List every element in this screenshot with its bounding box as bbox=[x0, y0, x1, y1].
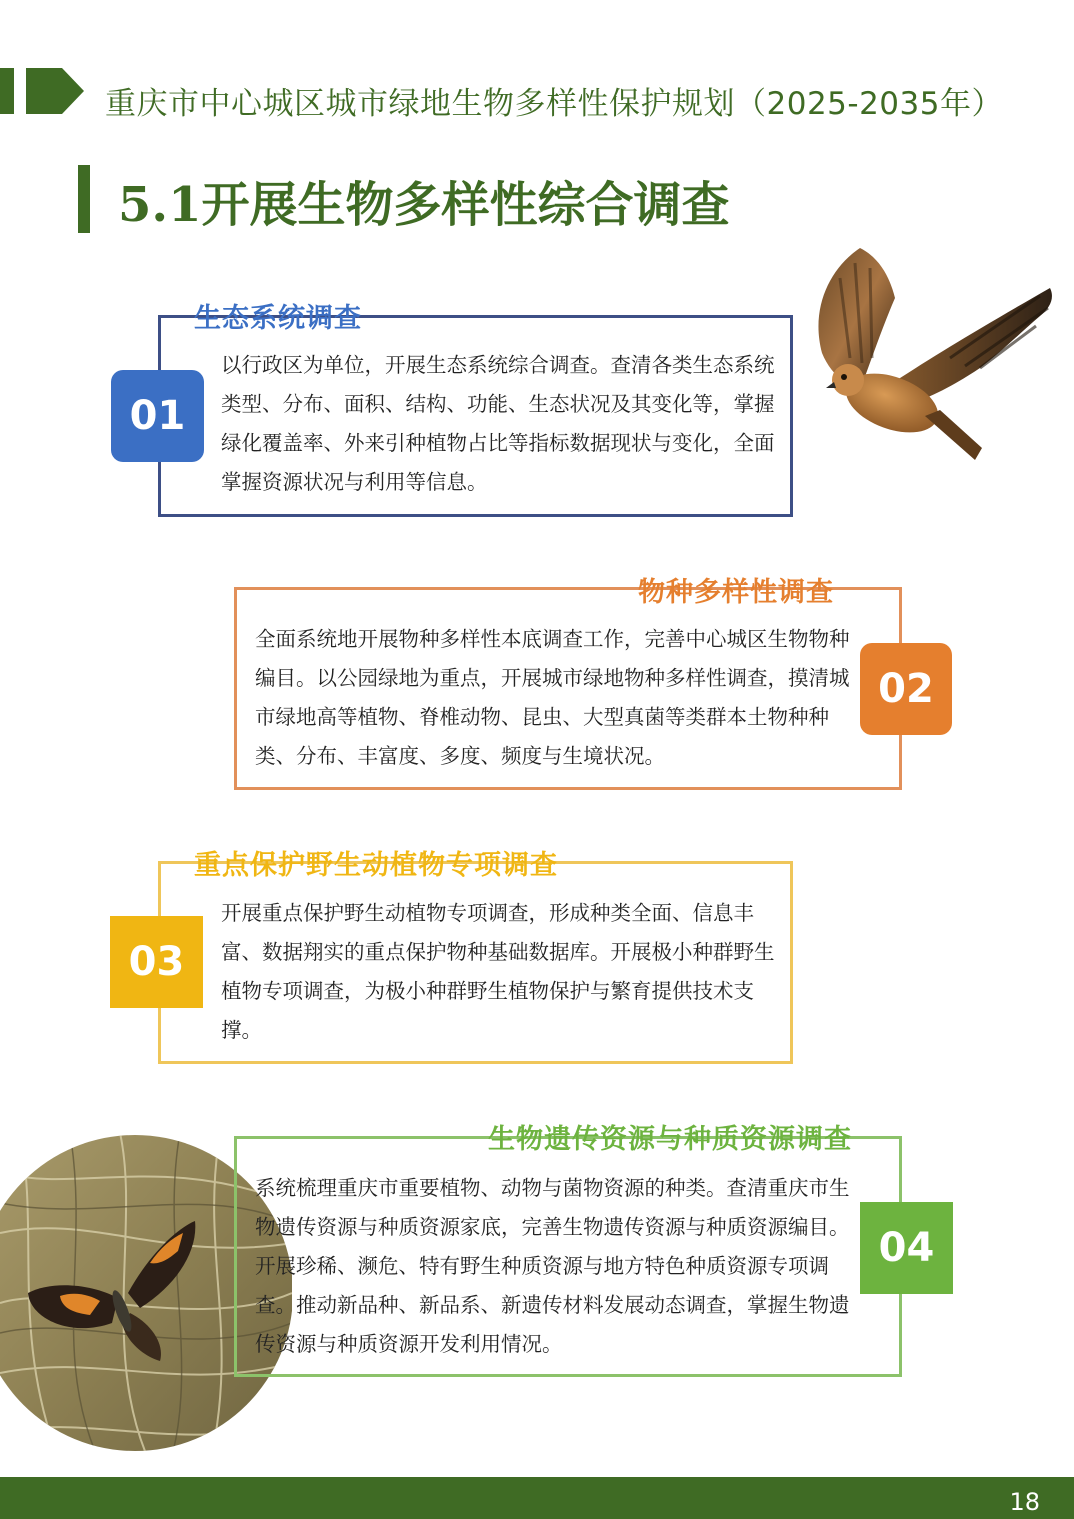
card-protected-title: 重点保护野生动植物专项调查 bbox=[194, 850, 558, 881]
hawk-photo bbox=[800, 238, 1062, 466]
header-title: 重庆市中心城区城市绿地生物多样性保护规划（2025-2035年） bbox=[105, 86, 1003, 122]
card-protected-badge: 03 bbox=[110, 916, 203, 1008]
card-ecosystem-badge: 01 bbox=[111, 370, 204, 462]
card-ecosystem-survey bbox=[158, 315, 793, 517]
card-ecosystem-text: 以行政区为单位，开展生态系统综合调查。查清各类生态系统类型、分布、面积、结构、功能、生态状况及其变化等，掌握绿化覆盖率、外来引种植物占比等指标数据现状与变化，全面掌握资源状况与利用等信息。 bbox=[221, 353, 775, 494]
card-genetic-text: 系统梳理重庆市重要植物、动物与菌物资源的种类。查清重庆市生物遗传资源与种质资源家底，完善生物遗传资源与种质资源编目。开展珍稀、濒危、特有野生种质资源与地方特色种质资源专项调查。推动新品种、新品系、新遗传材料发展动态调查，掌握生物遗传资源与种质资源开发利用情况。 bbox=[255, 1176, 850, 1356]
card-genetic-survey bbox=[234, 1136, 902, 1377]
header-arrow-icon bbox=[26, 68, 84, 114]
section-title-bar bbox=[78, 165, 90, 233]
card-genetic-badge: 04 bbox=[860, 1202, 953, 1294]
footer-bar bbox=[0, 1477, 1074, 1519]
card-ecosystem-title: 生态系统调查 bbox=[194, 303, 362, 334]
header-bar bbox=[0, 68, 14, 114]
card-species-text: 全面系统地开展物种多样性本底调查工作，完善中心城区生物物种编目。以公园绿地为重点，开展城市绿地物种多样性调查，摸清城市绿地高等植物、脊椎动物、昆虫、大型真菌等类群本土物种种类、分布、丰富度、多度、频度与生境状况。 bbox=[255, 627, 850, 768]
card-genetic-title: 生物遗传资源与种质资源调查 bbox=[488, 1124, 852, 1155]
card-species-badge: 02 bbox=[860, 643, 952, 735]
section-title: 5.1开展生物多样性综合调查 bbox=[118, 177, 730, 233]
card-protected-text: 开展重点保护野生动植物专项调查，形成种类全面、信息丰富、数据翔实的重点保护物种基础数据库。开展极小种群野生植物专项调查，为极小种群野生植物保护与繁育提供技术支撑。 bbox=[221, 901, 775, 1042]
card-species-title: 物种多样性调查 bbox=[638, 577, 834, 608]
card-protected-survey bbox=[158, 861, 793, 1064]
card-species-survey bbox=[234, 587, 902, 790]
page-number: 18 bbox=[1009, 1488, 1040, 1516]
